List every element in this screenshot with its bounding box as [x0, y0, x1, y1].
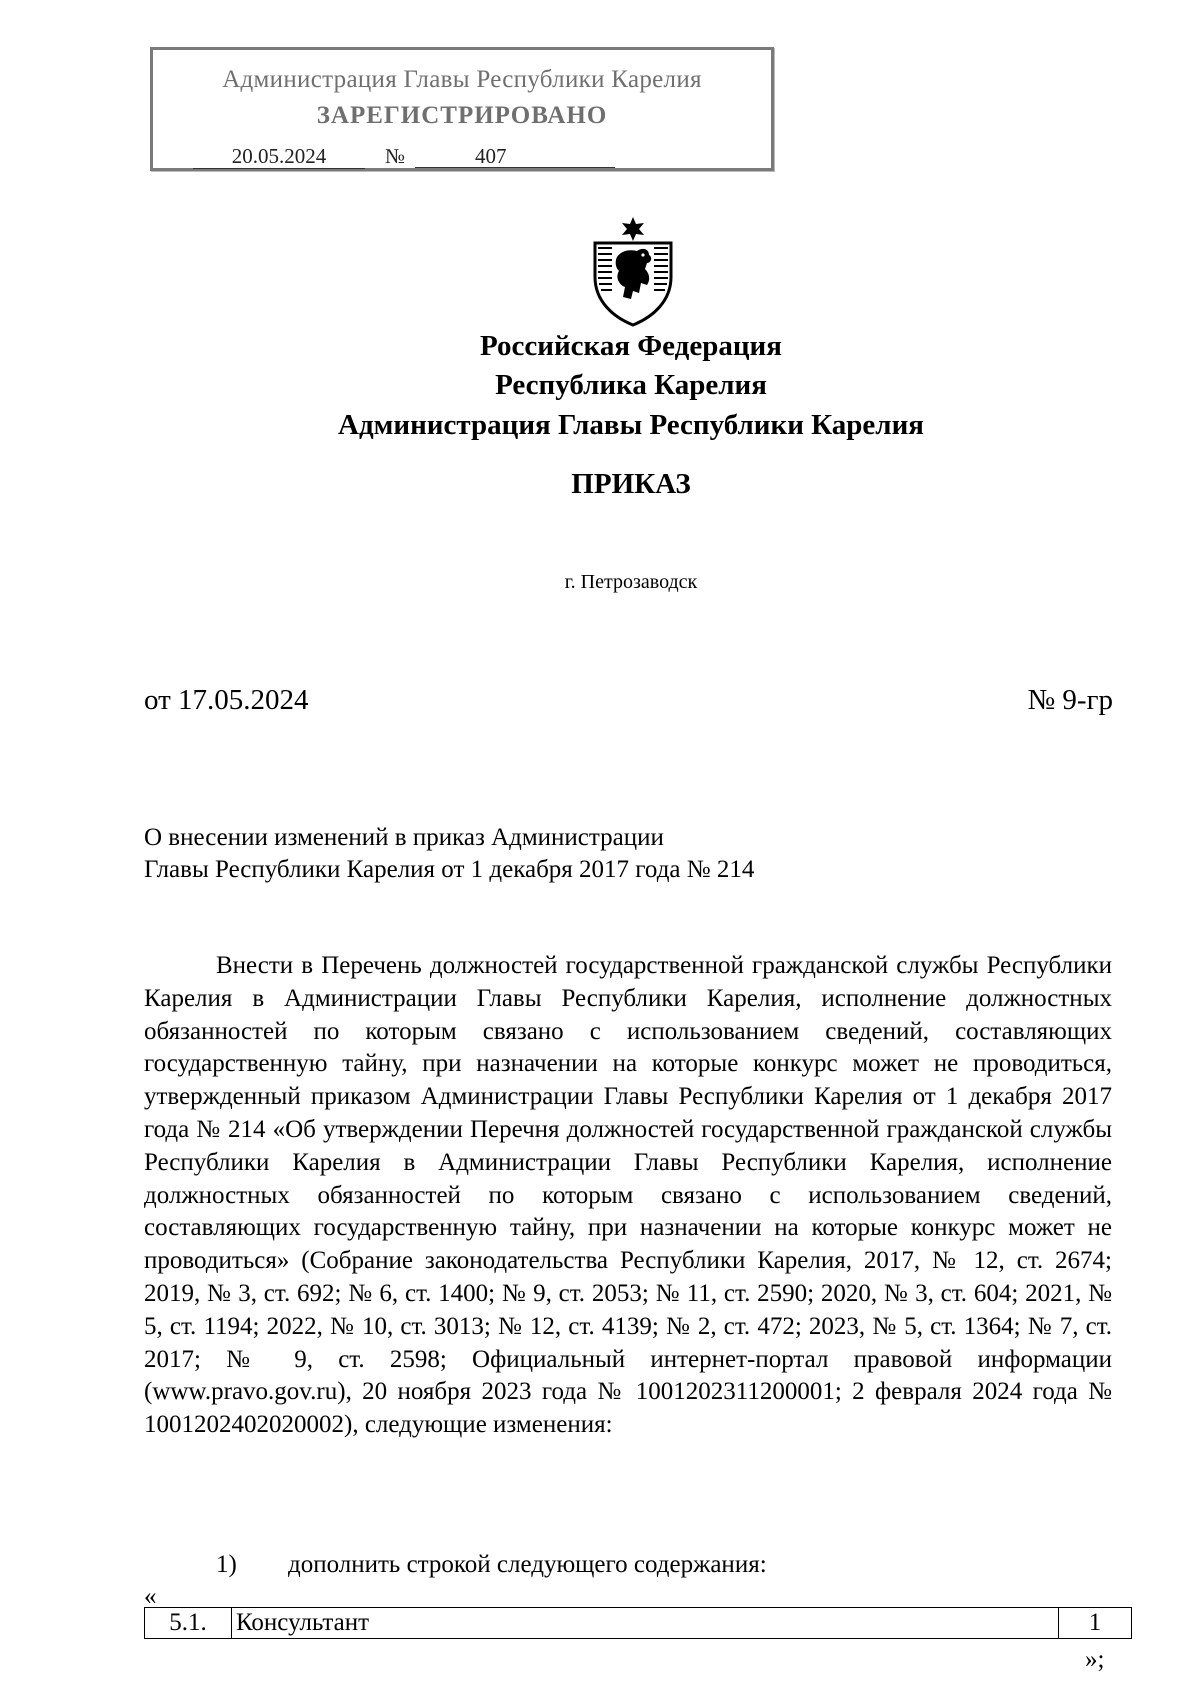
karelia-coat-of-arms-icon — [587, 215, 679, 327]
subject-line-2: Главы Республики Карелия от 1 декабря 2017 года № 214 — [144, 856, 755, 883]
order-date: от 17.05.2024 — [144, 684, 309, 716]
quote-open: « — [144, 1583, 157, 1610]
order-subject — [144, 822, 754, 886]
quote-close: »; — [1085, 1646, 1105, 1673]
header-republic: Республика Карелия — [495, 369, 767, 401]
registration-stamp — [150, 47, 774, 171]
city: г. Петрозаводск — [564, 571, 698, 593]
stamp-number: 407 — [415, 144, 615, 168]
body-paragraph: Внести в Перечень должностей государственной гражданской службы Республики Карелия в Администрации Главы Республики Карелия, исполнение должностных обязанностей по которым связано с использованием сведений, составляющих государственную тайну, при назначении на которые конкурс может не проводиться, утвержденный приказом Администрации Главы Республики Карелия от 1 декабря 2017 года № 214 «Об утверждении Перечня должностей государственной гражданской службы Республики Карелия в Администрации Главы Республики Карелия, исполнение должностных обязанностей по которым связано с использованием сведений, составляющих государственную тайну, при назначении на которые конкурс может не проводиться» (Собрание законодательства Республики Карелия, 2017, № 12, ст. 2674; 2019, № 3, ст. 692; № 6, ст. 1400; № 9, ст. 2053; № 11, ст. 2590; 2020, № 3, ст. 604; 2021, № 5, ст. 1194; 2022, № 10, ст. 3013; № 12, ст. 4139; № 2, ст. 472; 2023, № 5, ст. 1364; № 7, ст. 2017; № 9, ст. 2598; Официальный интернет-портал правовой информации (www.pravo.gov.ru), 20 ноября 2023 года № 1001202311200001; 2 февраля 2024 года № 1001202402020002), следующие изменения: — [144, 952, 1112, 1439]
row-count: 1 — [1059, 1608, 1132, 1639]
inserted-row-table — [144, 1607, 1132, 1639]
subject-line-1: О внесении изменений в приказ Администрации — [144, 824, 664, 851]
table-row — [145, 1608, 1132, 1639]
stamp-date: 20.05.2024 — [193, 144, 365, 169]
order-number: № 9-гр — [1027, 684, 1113, 716]
stamp-organization: Администрация Главы Республики Карелия — [222, 66, 702, 93]
item-text: дополнить строкой следующего содержания: — [288, 1551, 767, 1578]
header-administration: Администрация Главы Республики Карелия — [338, 409, 924, 441]
header-country: Российская Федерация — [480, 330, 782, 362]
document-type: ПРИКАЗ — [571, 468, 691, 500]
stamp-status: ЗАРЕГИСТРИРОВАНО — [316, 102, 608, 129]
stamp-number-sign: № — [385, 144, 406, 168]
row-position: Консультант — [232, 1608, 1059, 1639]
item-number: 1) — [216, 1551, 237, 1578]
row-number: 5.1. — [145, 1608, 232, 1639]
